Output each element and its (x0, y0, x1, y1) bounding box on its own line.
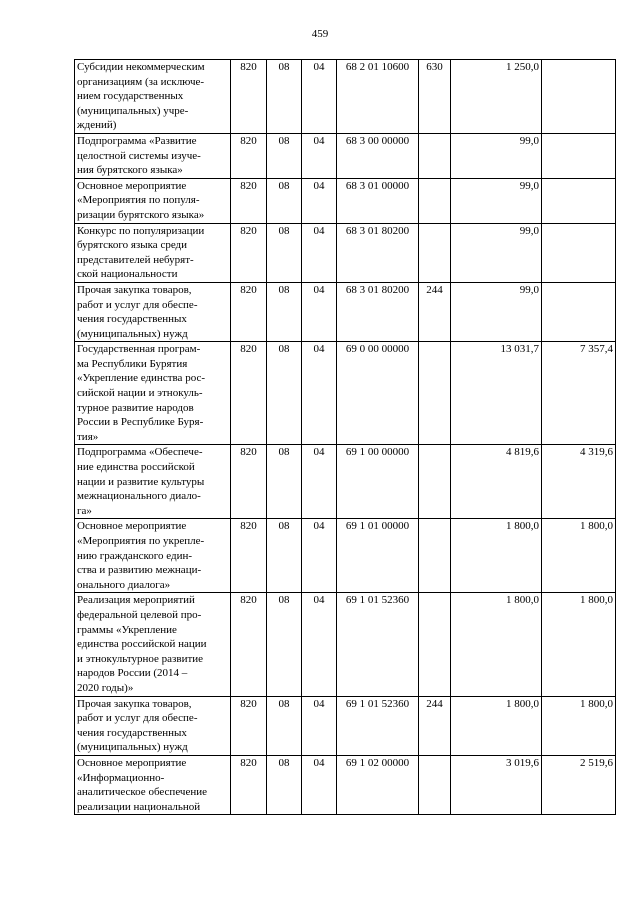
expense-type-cell (419, 519, 451, 593)
subsection-code-cell: 04 (302, 282, 337, 341)
table-row (75, 445, 616, 519)
subsection-code-cell: 04 (302, 519, 337, 593)
expense-type-cell (419, 133, 451, 178)
row-name-cell (75, 60, 231, 134)
subsection-code-cell: 04 (302, 60, 337, 134)
table-row (75, 178, 616, 223)
page-number: 459 (311, 28, 329, 40)
amount-year-1-cell: 1 800,0 (451, 696, 542, 755)
row-name-text: Прочая закупка товаров, работ и услуг для обеспе- чения государственных (муниципальных) нужд (77, 283, 198, 340)
amount-year-1-cell: 3 019,6 (451, 755, 542, 814)
amount-year-1-cell: 1 800,0 (451, 519, 542, 593)
ministry-code-cell: 820 (231, 519, 267, 593)
row-name-cell (75, 342, 231, 445)
expense-type-cell (419, 445, 451, 519)
section-code-cell: 08 (267, 282, 302, 341)
section-code-cell: 08 (267, 445, 302, 519)
row-name-text: Основное мероприятие «Мероприятия по популя- ризации бурятского языка» (77, 179, 205, 221)
target-article-cell: 69 1 00 00000 (337, 445, 419, 519)
table-row (75, 223, 616, 282)
ministry-code-cell: 820 (231, 133, 267, 178)
row-name-text: Реализация мероприятий федеральной целевой про- граммы «Укрепление единства российской нации и этнокультурное развитие народов России (2014 – 2020 годы)» (77, 594, 207, 694)
subsection-code-cell: 04 (302, 223, 337, 282)
subsection-code-cell: 04 (302, 593, 337, 696)
row-name-cell (75, 282, 231, 341)
section-code-cell: 08 (267, 342, 302, 445)
row-name-cell (75, 178, 231, 223)
expense-type-cell: 244 (419, 282, 451, 341)
amount-year-2-cell: 2 519,6 (542, 755, 616, 814)
amount-year-1-cell: 1 250,0 (451, 60, 542, 134)
target-article-cell: 69 1 02 00000 (337, 755, 419, 814)
row-name-text: Подпрограмма «Обеспече- ние единства российской нации и развитие культуры межнационального диало- га» (77, 446, 205, 517)
row-name-cell (75, 755, 231, 814)
table-row (75, 593, 616, 696)
target-article-cell: 69 1 01 00000 (337, 519, 419, 593)
section-code-cell: 08 (267, 696, 302, 755)
amount-year-2-cell (542, 178, 616, 223)
expense-type-cell (419, 342, 451, 445)
ministry-code-cell: 820 (231, 755, 267, 814)
subsection-code-cell: 04 (302, 133, 337, 178)
section-code-cell: 08 (267, 223, 302, 282)
section-code-cell: 08 (267, 593, 302, 696)
amount-year-1-cell: 99,0 (451, 178, 542, 223)
amount-year-2-cell: 1 800,0 (542, 696, 616, 755)
table-row (75, 696, 616, 755)
row-name-text: Государственная програм- ма Республики Бурятия «Укрепление единства рос- сийской нации и этнокуль- турное развитие народов России в Республике Буря- тия» (77, 343, 206, 443)
amount-year-1-cell: 4 819,6 (451, 445, 542, 519)
amount-year-2-cell: 1 800,0 (542, 593, 616, 696)
amount-year-2-cell: 7 357,4 (542, 342, 616, 445)
amount-year-2-cell (542, 223, 616, 282)
row-name-cell (75, 593, 231, 696)
table-row (75, 755, 616, 814)
section-code-cell: 08 (267, 178, 302, 223)
row-name-cell (75, 445, 231, 519)
ministry-code-cell: 820 (231, 696, 267, 755)
expense-type-cell (419, 178, 451, 223)
target-article-cell: 68 3 00 00000 (337, 133, 419, 178)
row-name-cell (75, 223, 231, 282)
subsection-code-cell: 04 (302, 755, 337, 814)
ministry-code-cell: 820 (231, 282, 267, 341)
row-name-cell (75, 519, 231, 593)
subsection-code-cell: 04 (302, 178, 337, 223)
ministry-code-cell: 820 (231, 342, 267, 445)
ministry-code-cell: 820 (231, 223, 267, 282)
section-code-cell: 08 (267, 519, 302, 593)
row-name-text: Подпрограмма «Развитие целостной системы изуче- ния бурятского языка» (77, 134, 201, 177)
row-name-cell (75, 133, 231, 178)
ministry-code-cell: 820 (231, 593, 267, 696)
subsection-code-cell: 04 (302, 445, 337, 519)
ministry-code-cell: 820 (231, 178, 267, 223)
ministry-code-cell: 820 (231, 60, 267, 134)
amount-year-2-cell (542, 282, 616, 341)
section-code-cell: 08 (267, 755, 302, 814)
row-name-text: Основное мероприятие «Мероприятия по укрепле- нию гражданского един- ства и развитию межнаци- онального диалога» (77, 520, 205, 591)
expense-type-cell (419, 593, 451, 696)
row-name-text: Основное мероприятие «Информационно- аналитическое обеспечение реализации национальной (77, 756, 207, 813)
subsection-code-cell: 04 (302, 696, 337, 755)
amount-year-2-cell: 1 800,0 (542, 519, 616, 593)
table-row (75, 60, 616, 134)
target-article-cell: 68 3 01 80200 (337, 282, 419, 341)
table-row (75, 342, 616, 445)
amount-year-1-cell: 13 031,7 (451, 342, 542, 445)
ministry-code-cell: 820 (231, 445, 267, 519)
row-name-text: Субсидии некоммерческим организациям (за исключе- нием государственных (муниципальных) учре- ждений) (77, 61, 205, 132)
amount-year-1-cell: 99,0 (451, 223, 542, 282)
amount-year-1-cell: 99,0 (451, 282, 542, 341)
amount-year-2-cell (542, 133, 616, 178)
expense-type-cell (419, 755, 451, 814)
target-article-cell: 68 3 01 80200 (337, 223, 419, 282)
expense-type-cell (419, 223, 451, 282)
expense-type-cell: 244 (419, 696, 451, 755)
amount-year-1-cell: 1 800,0 (451, 593, 542, 696)
section-code-cell: 08 (267, 133, 302, 178)
target-article-cell: 68 2 01 10600 (337, 60, 419, 134)
budget-table (74, 59, 616, 815)
target-article-cell: 69 1 01 52360 (337, 696, 419, 755)
table-row (75, 133, 616, 178)
row-name-cell (75, 696, 231, 755)
amount-year-2-cell (542, 60, 616, 134)
row-name-text: Конкурс по популяризации бурятского языка среди представителей небурят- ской национальности (77, 224, 205, 281)
subsection-code-cell: 04 (302, 342, 337, 445)
target-article-cell: 68 3 01 00000 (337, 178, 419, 223)
section-code-cell: 08 (267, 60, 302, 134)
row-name-text: Прочая закупка товаров, работ и услуг для обеспе- чения государственных (муниципальных) нужд (77, 697, 198, 754)
target-article-cell: 69 1 01 52360 (337, 593, 419, 696)
amount-year-2-cell: 4 319,6 (542, 445, 616, 519)
target-article-cell: 69 0 00 00000 (337, 342, 419, 445)
expense-type-cell: 630 (419, 60, 451, 134)
table-row (75, 282, 616, 341)
amount-year-1-cell: 99,0 (451, 133, 542, 178)
table-row (75, 519, 616, 593)
